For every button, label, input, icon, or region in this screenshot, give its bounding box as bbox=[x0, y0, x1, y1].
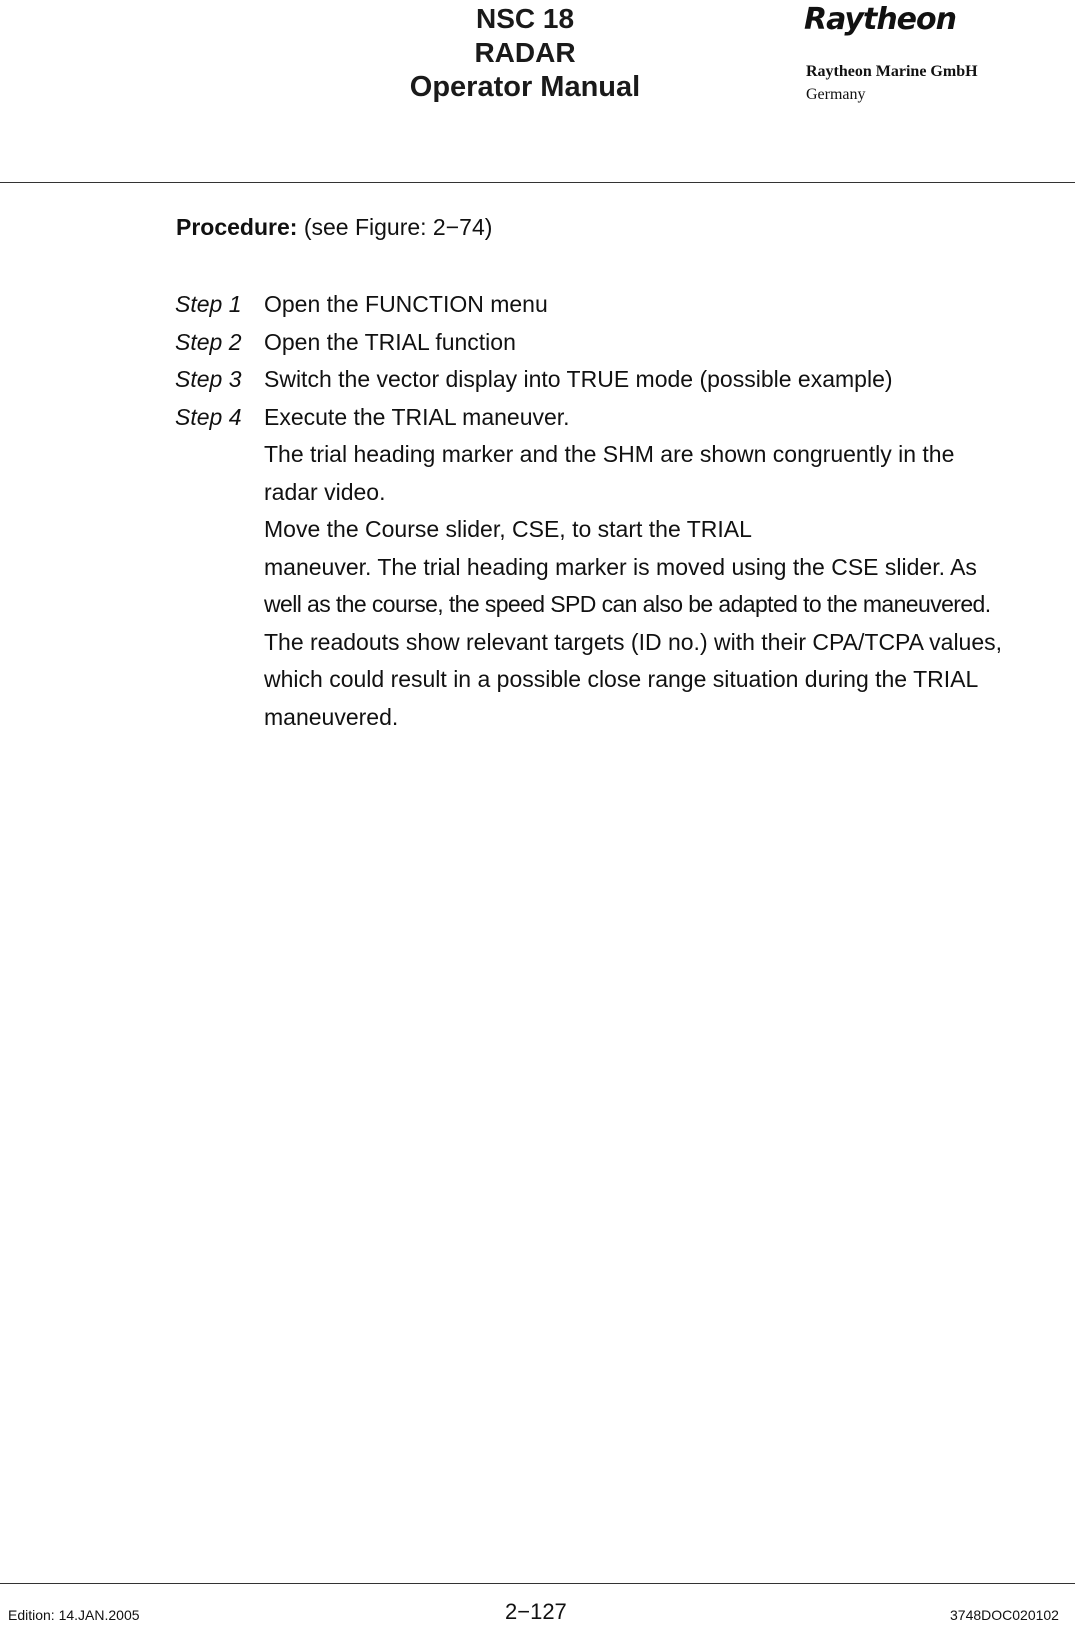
step-label: Step 1 bbox=[175, 291, 242, 317]
step-text bbox=[264, 361, 1075, 399]
step-line: Open the TRIAL function bbox=[264, 328, 516, 355]
step-line: radar video. bbox=[264, 478, 386, 505]
step-line: Switch the vector display into TRUE mode (possible example) bbox=[264, 366, 893, 392]
product-name: NSC 18 bbox=[475, 3, 575, 34]
footer-divider bbox=[0, 1583, 1075, 1584]
step-text bbox=[264, 324, 1075, 362]
header-divider bbox=[0, 182, 1075, 183]
document-title-block bbox=[380, 2, 670, 104]
manual-title: Operator Manual bbox=[409, 71, 641, 103]
company-name: Raytheon Marine GmbH bbox=[806, 63, 978, 80]
step-item bbox=[175, 324, 1075, 362]
page-number: 2−127 bbox=[505, 1599, 567, 1624]
step-line: Execute the TRIAL maneuver. bbox=[264, 403, 570, 430]
document-id: 3748DOC020102 bbox=[950, 1607, 1059, 1623]
procedure-heading bbox=[176, 214, 492, 241]
edition-date: Edition: 14.JAN.2005 bbox=[8, 1607, 140, 1623]
step-line: Open the FUNCTION menu bbox=[264, 291, 548, 317]
step-text bbox=[264, 286, 1075, 324]
step-label: Step 4 bbox=[175, 403, 242, 430]
company-country: Germany bbox=[806, 86, 866, 103]
procedure-label: Procedure: bbox=[176, 214, 298, 240]
step-text bbox=[264, 399, 1075, 737]
step-line: which could result in a possible close range situation during the TRIAL bbox=[264, 666, 979, 692]
step-label: Step 3 bbox=[175, 366, 242, 392]
step-list bbox=[175, 286, 1075, 736]
step-line: maneuver. The trial heading marker is moved using the CSE slider. As bbox=[264, 553, 977, 580]
step-line: The trial heading marker and the SHM are shown congruently in the bbox=[264, 441, 955, 467]
step-line: Move the Course slider, CSE, to start the TRIAL bbox=[264, 516, 752, 542]
step-item bbox=[175, 399, 1075, 737]
step-line: maneuvered. bbox=[264, 703, 399, 730]
step-line: The readouts show relevant targets (ID no.) with their CPA/TCPA values, bbox=[264, 628, 1003, 655]
company-block bbox=[806, 60, 978, 106]
figure-reference: (see Figure: 2−74) bbox=[303, 214, 493, 240]
step-item bbox=[175, 286, 1075, 324]
step-item bbox=[175, 361, 1075, 399]
raytheon-logo: Raytheon bbox=[804, 2, 956, 37]
product-subtitle: RADAR bbox=[474, 37, 576, 68]
step-line: well as the course, the speed SPD can also be adapted to the maneuvered. bbox=[264, 591, 991, 617]
step-label: Step 2 bbox=[175, 328, 242, 355]
